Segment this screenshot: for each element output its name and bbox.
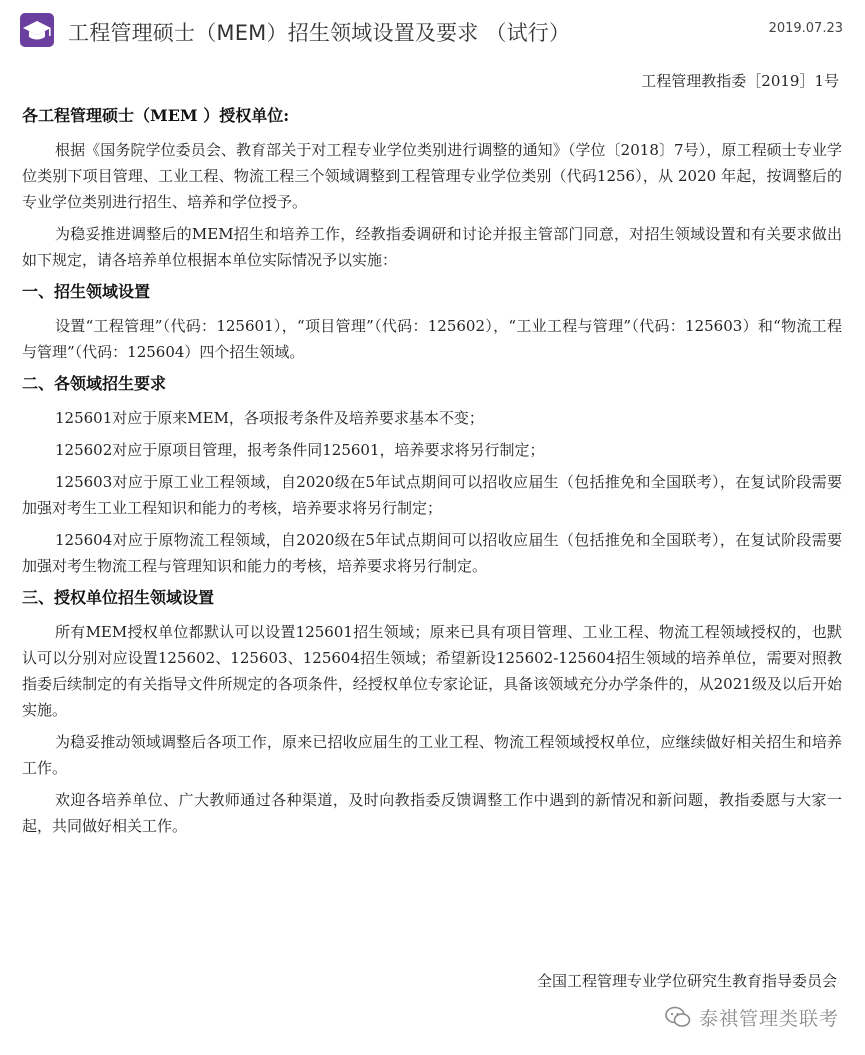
- watermark-text: 泰祺管理类联考: [698, 1007, 839, 1030]
- document-body: [22, 103, 842, 845]
- document-number: 工程管理教指委［2019］1号: [641, 72, 839, 90]
- page-title: 工程管理硕士（MEM）招生领域设置及要求 （试行）: [68, 21, 571, 45]
- addressee: 各工程管理硕士（MEM ）授权单位:: [22, 106, 290, 125]
- section-heading: 二、各领域招生要求: [22, 374, 167, 393]
- section-paragraph: 为稳妥推动领域调整后各项工作，原来已招收应届生的工业工程、物流工程领域授权单位，应继续做好相关招生和培养工作。: [22, 733, 842, 777]
- header-bar: [0, 0, 865, 60]
- section-paragraph: 欢迎各培养单位、广大教师通过各种渠道，及时向教指委反馈调整工作中遇到的新情况和新问题，教指委愿与大家一起，共同做好相关工作。: [22, 791, 842, 835]
- section-paragraph: 125603对应于原工业工程领域，自2020级在5年试点期间可以招收应届生（包括推免和全国联考），在复试阶段需要加强对考生工业工程知识和能力的考核，培养要求将另行制定；: [22, 473, 842, 517]
- section-paragraph: 所有MEM授权单位都默认可以设置125601招生领域；原来已具有项目管理、工业工程、物流工程领域授权的，也默认可以分别对应设置125602、125603、125604招生领域；希望新设125602-125604招生领域的培养单位，需要对照教指委后续制定的有关指导文件所规定的各项条件，经授权单位专家论证，具备该领域充分办学条件的，从2021级及以后开始实施。: [22, 623, 842, 719]
- graduation-cap-icon: [20, 13, 54, 47]
- wechat-icon: [665, 1006, 691, 1028]
- section-paragraph: 125601对应于原来MEM，各项报考条件及培养要求基本不变；: [55, 409, 484, 427]
- publish-date: 2019.07.23: [768, 21, 843, 36]
- section-heading: 一、招生领域设置: [22, 282, 151, 301]
- signature: 全国工程管理专业学位研究生教育指导委员会: [536, 972, 837, 990]
- section-paragraph: 设置“工程管理”（代码：125601），“项目管理”（代码：125602），“工业工程与管理”（代码：125603）和“物流工程与管理”（代码：125604）四个招生领域。: [22, 317, 842, 361]
- section-paragraph: 125604对应于原物流工程领域，自2020级在5年试点期间可以招收应届生（包括推免和全国联考），在复试阶段需要加强对考生物流工程与管理知识和能力的考核，培养要求将另行制定。: [22, 531, 842, 575]
- watermark: [665, 1003, 839, 1031]
- intro-paragraph: 根据《国务院学位委员会、教育部关于对工程专业学位类别进行调整的通知》（学位〔2018〕7号），原工程硕士专业学位类别下项目管理、工业工程、物流工程三个领域调整到工程管理专业学位类别（代码1256），从 2020 年起，按调整后的专业学位类别进行招生、培养和学位授予。: [22, 141, 842, 211]
- intro-paragraph: 为稳妥推进调整后的MEM招生和培养工作，经教指委调研和讨论并报主管部门同意，对招生领域设置和有关要求做出如下规定，请各培养单位根据本单位实际情况予以实施：: [22, 225, 842, 269]
- section-heading: 三、授权单位招生领域设置: [22, 588, 215, 607]
- section-paragraph: 125602对应于原项目管理，报考条件同125601，培养要求将另行制定；: [55, 441, 545, 459]
